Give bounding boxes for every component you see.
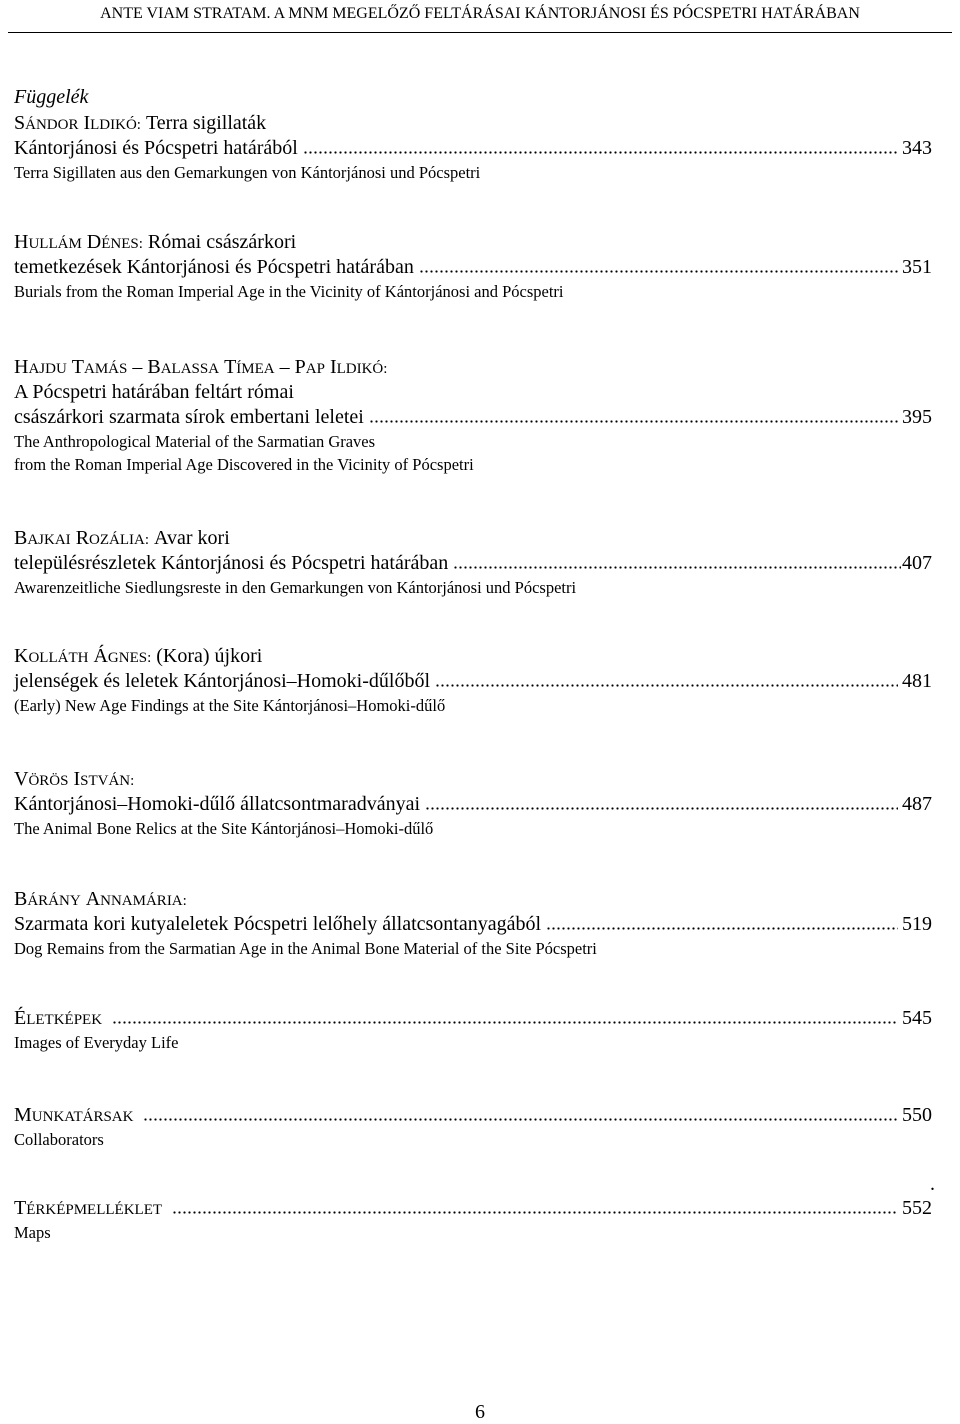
entry-line — [14, 644, 932, 669]
page-reference: 552 — [902, 1197, 932, 1219]
entry-line — [14, 669, 932, 694]
entry-title: Kántorjánosi–Homoki-dűlő állatcsontmaradványai — [14, 793, 421, 815]
entry-line — [14, 551, 932, 576]
author-name: KOLLÁTH — [14, 645, 89, 667]
author-name: PAP — [294, 356, 325, 378]
page-reference: 487 — [902, 793, 932, 815]
translated-title: Awarenzeitliche Siedlungsreste in den Gemarkungen von Kántorjánosi und Pócspetri — [14, 578, 577, 597]
entry-title: Szarmata kori kutyaleletek Pócspetri lelőhely állatcsontanyagából — [14, 913, 542, 935]
dot-leader — [304, 151, 898, 154]
author-name: TAMÁS — [71, 356, 128, 378]
page-reference: 343 — [902, 137, 932, 159]
author-name: – — [279, 356, 290, 378]
toc-entry — [14, 230, 932, 303]
entry-line — [14, 355, 932, 380]
running-header: ANTE VIAM STRATAM. A MNM MEGELŐZŐ FELTÁRÁSAI KÁNTORJÁNOSI ÉS PÓCSPETRI HATÁRÁBAN — [100, 5, 860, 22]
author-name: BAJKAI — [14, 527, 71, 549]
entry-title: Római császárkori — [147, 231, 297, 253]
dot-leader — [370, 420, 898, 423]
dot-leader — [420, 270, 898, 273]
section-heading: ÉLETKÉPEK — [14, 1007, 103, 1029]
entry-line — [14, 111, 932, 136]
author-name: ÁGNES: — [93, 645, 152, 667]
stray-period: . — [930, 1173, 935, 1195]
page-reference: 351 — [902, 256, 932, 278]
header-rule — [8, 32, 952, 33]
entry-title: jelenségek és leletek Kántorjánosi–Homoki-dűlőből — [14, 670, 431, 692]
entry-line — [14, 767, 932, 792]
entry-title: Kántorjánosi és Pócspetri határából — [14, 137, 298, 159]
author-name: TÍMEA — [224, 356, 275, 378]
section-heading: TÉRKÉPMELLÉKLET — [14, 1197, 163, 1219]
translated-title: from the Roman Imperial Age Discovered in the Vicinity of Pócspetri — [14, 455, 474, 474]
translated-title: Maps — [14, 1223, 51, 1242]
entry-title: településrészletek Kántorjánosi és Pócspetri határában — [14, 552, 449, 574]
author-name: – — [132, 356, 143, 378]
translated-title: The Anthropological Material of the Sarmatian Graves — [14, 432, 376, 451]
entry-line — [14, 912, 932, 937]
page-reference: 407 — [902, 552, 932, 574]
toc-entry — [14, 1103, 932, 1151]
author-name: HAJDU — [14, 356, 67, 378]
entry-line — [14, 1103, 932, 1128]
dot-leader — [426, 807, 898, 810]
dot-leader — [144, 1118, 898, 1121]
page-reference: 395 — [902, 406, 932, 428]
dot-leader — [113, 1021, 898, 1024]
translated-title: Dog Remains from the Sarmatian Age in the Animal Bone Material of the Site Pócspetri — [14, 939, 597, 958]
author-name: BÁRÁNY — [14, 888, 81, 910]
entry-line — [14, 380, 932, 405]
entry-title: Avar kori — [154, 527, 230, 549]
toc-entry — [14, 1006, 932, 1054]
author-name: DÉNES: — [86, 231, 143, 253]
dot-leader — [173, 1211, 898, 1214]
page-number: 6 — [475, 1401, 485, 1423]
dot-leader — [547, 927, 898, 930]
author-name: BALASSA — [147, 356, 220, 378]
entry-title: (Kora) újkori — [156, 645, 263, 667]
dot-leader — [436, 684, 898, 687]
entry-line — [14, 405, 932, 430]
toc-entry — [14, 767, 932, 840]
author-name: SÁNDOR — [14, 112, 79, 134]
author-name: ILDIKÓ: — [329, 356, 388, 378]
author-name: ISTVÁN: — [73, 768, 135, 790]
author-name: VÖRÖS — [14, 768, 69, 790]
entry-line — [14, 1196, 932, 1221]
translated-title: Burials from the Roman Imperial Age in the Vicinity of Kántorjánosi and Pócspetri — [14, 282, 564, 301]
translated-title: Terra Sigillaten aus den Gemarkungen von Kántorjánosi und Pócspetri — [14, 163, 481, 182]
toc-entry — [14, 644, 932, 717]
entry-line — [14, 526, 932, 551]
dot-leader — [454, 566, 901, 569]
toc-entry — [14, 111, 932, 184]
entry-line — [14, 1006, 932, 1031]
section-title: Függelék — [14, 86, 89, 108]
entry-line — [14, 887, 932, 912]
translated-title: The Animal Bone Relics at the Site Kántorjánosi–Homoki-dűlő — [14, 819, 434, 838]
entry-line — [14, 136, 932, 161]
toc-entry — [14, 355, 932, 476]
author-name: ILDIKÓ: — [83, 112, 141, 134]
entry-line — [14, 255, 932, 280]
entry-title: A Pócspetri határában feltárt római — [14, 381, 294, 403]
translated-title: Collaborators — [14, 1130, 104, 1149]
author-name: ROZÁLIA: — [75, 527, 150, 549]
page-reference: 545 — [902, 1007, 932, 1029]
entry-line — [14, 792, 932, 817]
author-name: ANNAMÁRIA: — [85, 888, 187, 910]
toc-entry — [14, 526, 932, 599]
toc-entry — [14, 1196, 932, 1244]
page-reference: 481 — [902, 670, 932, 692]
translated-title: (Early) New Age Findings at the Site Kántorjánosi–Homoki-dűlő — [14, 696, 446, 715]
translated-title: Images of Everyday Life — [14, 1033, 179, 1052]
section-heading: MUNKATÁRSAK — [14, 1104, 134, 1126]
entry-line — [14, 230, 932, 255]
entry-title: Terra sigillaták — [145, 112, 267, 134]
page-reference: 550 — [902, 1104, 932, 1126]
toc-entry — [14, 887, 932, 960]
page-reference: 519 — [902, 913, 932, 935]
entry-title: temetkezések Kántorjánosi és Pócspetri határában — [14, 256, 414, 278]
entry-title: császárkori szarmata sírok embertani leletei — [14, 406, 364, 428]
author-name: HULLÁM — [14, 231, 82, 253]
